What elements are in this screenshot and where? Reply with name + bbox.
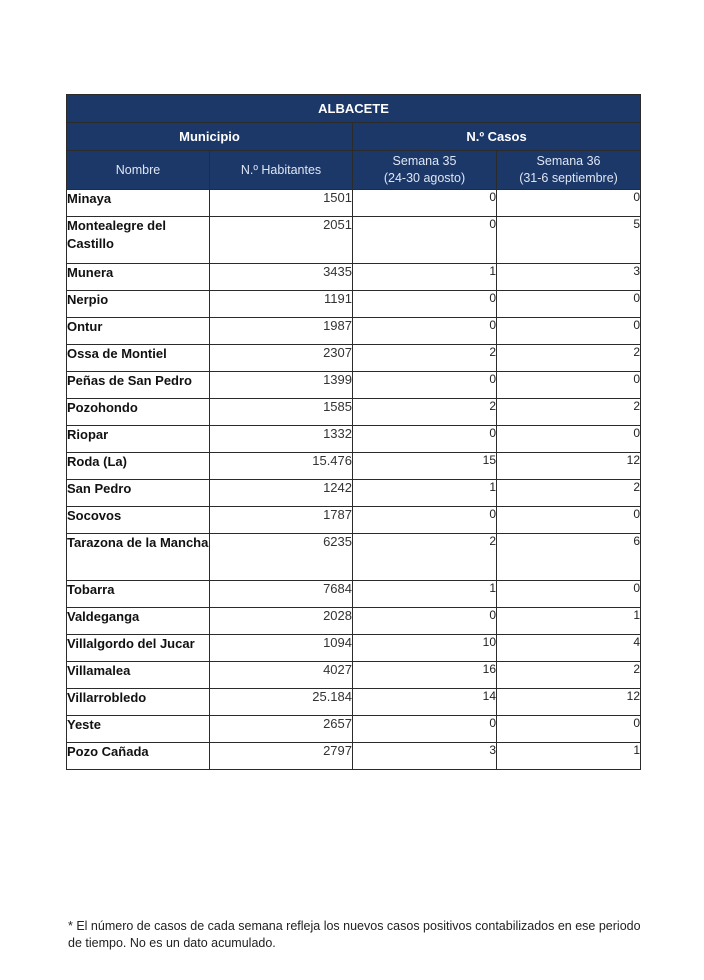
- column-header-semana-36-dates: (31-6 septiembre): [519, 171, 618, 185]
- group-header-casos: N.º Casos: [353, 123, 641, 151]
- table-row: [67, 507, 641, 534]
- table-row: [67, 291, 641, 318]
- cell-semana-35: 0: [353, 217, 497, 264]
- cell-semana-36: 0: [497, 190, 641, 217]
- cell-nombre: Pozo Cañada: [67, 743, 210, 770]
- table-row: [67, 264, 641, 291]
- group-header-row: [67, 123, 641, 151]
- footnote: * El número de casos de cada semana refleja los nuevos casos positivos contabilizados en ese periodo de tiempo. No es un dato acumulado.: [68, 918, 641, 950]
- cell-habitantes: 1191: [210, 291, 353, 318]
- cell-semana-35: 16: [353, 662, 497, 689]
- cell-semana-36: 0: [497, 507, 641, 534]
- cell-habitantes: 1987: [210, 318, 353, 345]
- cell-habitantes: 2657: [210, 716, 353, 743]
- table-row: [67, 372, 641, 399]
- table-row: [67, 318, 641, 345]
- table-row: [67, 635, 641, 662]
- cell-nombre: Socovos: [67, 507, 210, 534]
- group-header-municipio: Municipio: [67, 123, 353, 151]
- cell-habitantes: 1787: [210, 507, 353, 534]
- cell-semana-36: 2: [497, 399, 641, 426]
- cell-semana-35: 1: [353, 480, 497, 507]
- cell-semana-36: 3: [497, 264, 641, 291]
- cell-nombre: Villamalea: [67, 662, 210, 689]
- cell-semana-36: 12: [497, 689, 641, 716]
- table-row: [67, 534, 641, 581]
- cell-nombre: Minaya: [67, 190, 210, 217]
- table-row: [67, 689, 641, 716]
- table-row: [67, 217, 641, 264]
- cell-semana-35: 2: [353, 534, 497, 581]
- cell-semana-35: 1: [353, 264, 497, 291]
- cell-semana-35: 14: [353, 689, 497, 716]
- cell-habitantes: 6235: [210, 534, 353, 581]
- cell-semana-36: 1: [497, 743, 641, 770]
- cell-semana-36: 12: [497, 453, 641, 480]
- column-header-semana-36-label: Semana 36: [536, 154, 601, 168]
- column-header-semana-35-dates: (24-30 agosto): [383, 171, 466, 185]
- cell-nombre: Tarazona de la Mancha: [67, 534, 210, 581]
- cell-nombre: Peñas de San Pedro: [67, 372, 210, 399]
- table-row: [67, 480, 641, 507]
- column-header-habitantes: N.º Habitantes: [210, 151, 353, 190]
- cell-semana-35: 3: [353, 743, 497, 770]
- cell-habitantes: 1501: [210, 190, 353, 217]
- cases-table: [66, 94, 641, 770]
- cell-semana-35: 1: [353, 581, 497, 608]
- cell-semana-35: 2: [353, 399, 497, 426]
- cell-semana-35: 15: [353, 453, 497, 480]
- cell-semana-35: 0: [353, 507, 497, 534]
- cell-semana-35: 0: [353, 190, 497, 217]
- cell-nombre: Montealegre del Castillo: [67, 217, 210, 264]
- cell-semana-36: 0: [497, 716, 641, 743]
- cell-habitantes: 1094: [210, 635, 353, 662]
- cell-habitantes: 2797: [210, 743, 353, 770]
- cell-habitantes: 2028: [210, 608, 353, 635]
- table-row: [67, 453, 641, 480]
- column-header-semana-36: [497, 151, 641, 190]
- cell-habitantes: 1332: [210, 426, 353, 453]
- cell-semana-36: 2: [497, 345, 641, 372]
- cell-nombre: Tobarra: [67, 581, 210, 608]
- cell-nombre: Yeste: [67, 716, 210, 743]
- cell-semana-36: 0: [497, 372, 641, 399]
- cell-semana-36: 6: [497, 534, 641, 581]
- cell-habitantes: 15.476: [210, 453, 353, 480]
- cell-habitantes: 2307: [210, 345, 353, 372]
- cell-semana-35: 0: [353, 318, 497, 345]
- cell-semana-36: 2: [497, 662, 641, 689]
- table-body: [67, 190, 641, 770]
- cell-nombre: San Pedro: [67, 480, 210, 507]
- cell-semana-35: 0: [353, 426, 497, 453]
- cell-semana-36: 2: [497, 480, 641, 507]
- table-row: [67, 716, 641, 743]
- cell-semana-36: 0: [497, 426, 641, 453]
- cell-habitantes: 4027: [210, 662, 353, 689]
- cell-semana-36: 0: [497, 291, 641, 318]
- cell-semana-35: 0: [353, 716, 497, 743]
- cell-habitantes: 1399: [210, 372, 353, 399]
- table-row: [67, 345, 641, 372]
- cell-semana-36: 0: [497, 318, 641, 345]
- table-title: ALBACETE: [67, 95, 641, 123]
- cell-nombre: Villalgordo del Jucar: [67, 635, 210, 662]
- table-row: [67, 190, 641, 217]
- cell-habitantes: 1242: [210, 480, 353, 507]
- cell-habitantes: 25.184: [210, 689, 353, 716]
- table-row: [67, 581, 641, 608]
- table-row: [67, 662, 641, 689]
- cell-semana-36: 0: [497, 581, 641, 608]
- cell-semana-36: 1: [497, 608, 641, 635]
- table-row: [67, 426, 641, 453]
- cell-semana-35: 0: [353, 291, 497, 318]
- cell-semana-35: 10: [353, 635, 497, 662]
- table-row: [67, 399, 641, 426]
- table-row: [67, 608, 641, 635]
- cell-semana-35: 0: [353, 608, 497, 635]
- table-row: [67, 743, 641, 770]
- cell-semana-36: 5: [497, 217, 641, 264]
- column-header-semana-35: [353, 151, 497, 190]
- cell-nombre: Ossa de Montiel: [67, 345, 210, 372]
- column-header-semana-35-label: Semana 35: [392, 154, 457, 168]
- cell-nombre: Munera: [67, 264, 210, 291]
- table-title-row: [67, 95, 641, 123]
- cell-nombre: Valdeganga: [67, 608, 210, 635]
- column-header-row: [67, 151, 641, 190]
- cell-habitantes: 1585: [210, 399, 353, 426]
- cell-habitantes: 2051: [210, 217, 353, 264]
- cell-semana-35: 0: [353, 372, 497, 399]
- cell-semana-36: 4: [497, 635, 641, 662]
- cell-nombre: Roda (La): [67, 453, 210, 480]
- cell-nombre: Nerpio: [67, 291, 210, 318]
- cell-habitantes: 7684: [210, 581, 353, 608]
- cell-habitantes: 3435: [210, 264, 353, 291]
- cell-nombre: Villarrobledo: [67, 689, 210, 716]
- cell-nombre: Pozohondo: [67, 399, 210, 426]
- column-header-nombre: Nombre: [67, 151, 210, 190]
- cell-semana-35: 2: [353, 345, 497, 372]
- cell-nombre: Riopar: [67, 426, 210, 453]
- cell-nombre: Ontur: [67, 318, 210, 345]
